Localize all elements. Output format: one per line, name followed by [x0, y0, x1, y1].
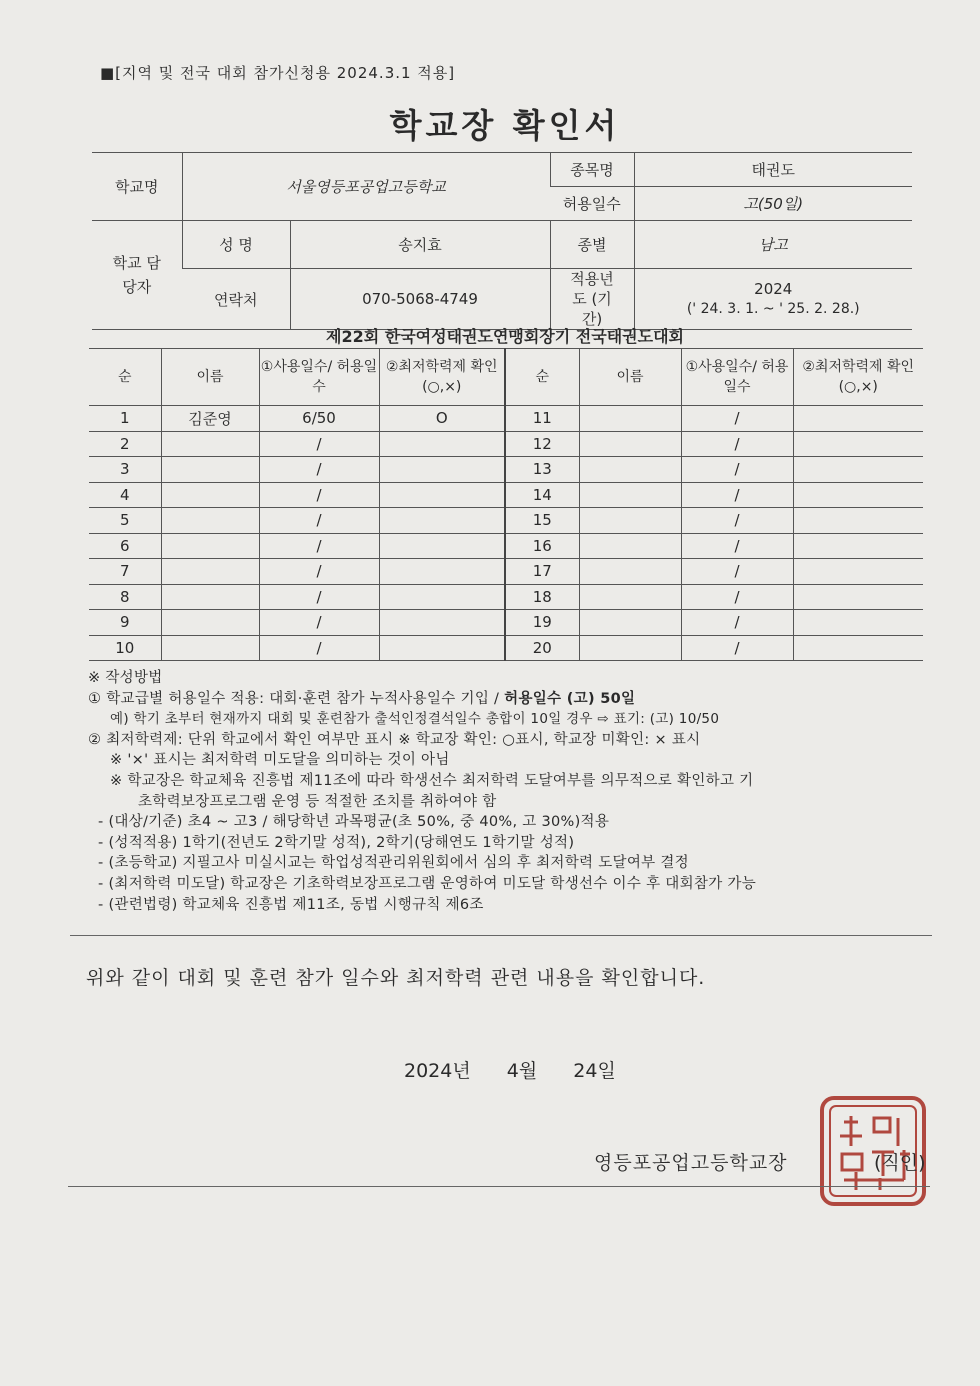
row-name-2 — [579, 584, 681, 610]
row-number-2: 20 — [505, 635, 579, 661]
row-check-2 — [793, 406, 923, 432]
table-row — [89, 406, 923, 432]
row-name — [161, 482, 259, 508]
row-check — [379, 610, 505, 636]
date-day: 24일 — [573, 1060, 616, 1082]
row-check — [379, 508, 505, 534]
row-name-2 — [579, 610, 681, 636]
row-days-2: / — [681, 431, 793, 457]
row-number: 1 — [89, 406, 161, 432]
col-days: ①사용일수/ 허용일수 — [259, 349, 379, 406]
table-row — [89, 508, 923, 534]
confirm-text: 위와 같이 대회 및 훈련 참가 일수와 최저학력 관련 내용을 확인합니다. — [86, 967, 706, 989]
row-check — [379, 559, 505, 585]
row-days-2: / — [681, 406, 793, 432]
divider-top — [70, 935, 932, 936]
row-check-2 — [793, 635, 923, 661]
school-label: 학교명 — [92, 153, 182, 221]
table-row — [89, 482, 923, 508]
table-row — [89, 559, 923, 585]
row-name — [161, 508, 259, 534]
note-2: ② 최저학력제: 단위 학교에서 확인 여부만 표시 ※ 학교장 확인: ○표시, 학교장 미확인: × 표시 — [88, 731, 701, 748]
row-name — [161, 635, 259, 661]
row-number-2: 18 — [505, 584, 579, 610]
table-row — [89, 457, 923, 483]
row-days-2: / — [681, 635, 793, 661]
row-days-2: / — [681, 508, 793, 534]
row-number: 7 — [89, 559, 161, 585]
year-value: 2024 — [754, 280, 793, 298]
seal-label: (직인) — [874, 1152, 926, 1174]
divider-bottom — [68, 1186, 930, 1187]
row-days: 6/50 — [259, 406, 379, 432]
row-name — [161, 610, 259, 636]
roster-header-row — [89, 349, 923, 406]
detail-5: - (관련법령) 학교체육 진흥법 제11조, 동법 시행규칙 제6조 — [98, 896, 484, 913]
event-value: 태권도 — [634, 153, 912, 187]
table-row — [89, 431, 923, 457]
row-check — [379, 457, 505, 483]
row-name-2 — [579, 482, 681, 508]
date-month: 4월 — [506, 1060, 538, 1082]
table-row — [89, 533, 923, 559]
table-row — [89, 635, 923, 661]
row-number-2: 14 — [505, 482, 579, 508]
detail-4: - (최저학력 미도달) 학교장은 기초학력보장프로그램 운영하여 미도달 학생선수 이수 후 대회참가 가능 — [98, 875, 757, 892]
contact-value: 070-5068-4749 — [290, 269, 550, 330]
notes-section — [88, 668, 938, 915]
col-no-2: 순 — [505, 349, 579, 406]
note-1-text: ① 학교급별 허용일수 적용: 대회·훈련 참가 누적사용일수 기입 / — [88, 690, 505, 707]
row-days-2: / — [681, 457, 793, 483]
row-check-2 — [793, 431, 923, 457]
row-name-2 — [579, 559, 681, 585]
name-label: 성 명 — [182, 221, 290, 269]
row-days-2: / — [681, 482, 793, 508]
row-number: 5 — [89, 508, 161, 534]
detail-2: - (성적적용) 1학기(전년도 2학기말 성적), 2학기(당해연도 1학기말 성적) — [98, 834, 575, 851]
detail-1: - (대상/기준) 초4 ~ 고3 / 해당학년 과목평균(초 50%, 중 40%, 고 30%)적용 — [98, 814, 610, 831]
row-days-2: / — [681, 610, 793, 636]
category-label: 종별 — [550, 221, 634, 269]
row-number: 3 — [89, 457, 161, 483]
table-row — [89, 584, 923, 610]
form-label: ■[지역 및 전국 대회 참가신청용 2024.3.1 적용] — [100, 64, 456, 82]
row-number: 2 — [89, 431, 161, 457]
row-check-2 — [793, 508, 923, 534]
row-days-2: / — [681, 559, 793, 585]
row-check-2 — [793, 457, 923, 483]
row-number-2: 11 — [505, 406, 579, 432]
row-days: / — [259, 533, 379, 559]
col-academic: ②최저학력제 확인(○,×) — [379, 349, 505, 406]
row-days: / — [259, 482, 379, 508]
row-days-2: / — [681, 533, 793, 559]
row-name — [161, 584, 259, 610]
row-days: / — [259, 635, 379, 661]
row-name-2 — [579, 406, 681, 432]
row-number: 9 — [89, 610, 161, 636]
col-no: 순 — [89, 349, 161, 406]
row-number-2: 17 — [505, 559, 579, 585]
notes-heading: ※ 작성방법 — [88, 670, 163, 686]
row-check — [379, 584, 505, 610]
row-check — [379, 533, 505, 559]
manager-label: 학교 담당자 — [92, 221, 182, 330]
row-check-2 — [793, 610, 923, 636]
allowed-days-value: 고(50일) — [634, 187, 912, 221]
category-value: 남고 — [634, 221, 912, 269]
row-name-2 — [579, 508, 681, 534]
row-name-2 — [579, 533, 681, 559]
table-row — [89, 610, 923, 636]
col-days-2: ①사용일수/ 허용일수 — [681, 349, 793, 406]
contest-title: 제22회 한국여성태권도연맹회장기 전국태권도대회 — [326, 327, 684, 346]
page-title: 학교장 확인서 — [389, 106, 621, 145]
row-name: 김준영 — [161, 406, 259, 432]
row-name — [161, 431, 259, 457]
row-check-2 — [793, 584, 923, 610]
year-cell — [634, 269, 912, 330]
row-days: / — [259, 457, 379, 483]
name-value: 송지효 — [290, 221, 550, 269]
period-value: (' 24. 3. 1. ~ ' 25. 2. 28.) — [686, 301, 860, 317]
row-check — [379, 431, 505, 457]
col-academic-2: ②최저학력제 확인(○,×) — [793, 349, 923, 406]
detail-3: - (초등학교) 지필고사 미실시교는 학업성적관리위원회에서 심의 후 최저학력 도달여부 결정 — [98, 855, 689, 872]
row-number-2: 12 — [505, 431, 579, 457]
date-line — [404, 1056, 646, 1083]
row-check-2 — [793, 482, 923, 508]
roster-table — [89, 348, 923, 661]
note-1-bold: 허용일수 (고) 50일 — [504, 690, 636, 707]
row-check-2 — [793, 533, 923, 559]
row-days: / — [259, 559, 379, 585]
row-name-2 — [579, 457, 681, 483]
row-days: / — [259, 584, 379, 610]
note-1-example: 예) 학기 초부터 현재까지 대회 및 훈련참가 출석인정결석일수 총합이 10일 경우 ⇨ 표기: (고) 10/50 — [110, 711, 720, 728]
row-number: 10 — [89, 635, 161, 661]
row-name — [161, 533, 259, 559]
note-3: ※ '×' 표시는 최저학력 미도달을 의미하는 것이 아님 — [110, 752, 450, 769]
row-name — [161, 457, 259, 483]
row-name — [161, 559, 259, 585]
note-4a: ※ 학교장은 학교체육 진흥법 제11조에 따라 학생선수 최저학력 도달여부를 의무적으로 확인하고 기 — [110, 772, 754, 789]
col-name: 이름 — [161, 349, 259, 406]
row-days-2: / — [681, 584, 793, 610]
row-check-2 — [793, 559, 923, 585]
row-number: 6 — [89, 533, 161, 559]
row-number-2: 19 — [505, 610, 579, 636]
row-number: 8 — [89, 584, 161, 610]
date-year: 2024년 — [404, 1060, 471, 1082]
signer-name: 영등포공업고등학교장 — [594, 1152, 788, 1174]
allowed-days-label: 허용일수 — [550, 187, 634, 221]
year-label: 적용년도 (기간) — [550, 269, 634, 330]
row-number-2: 15 — [505, 508, 579, 534]
contact-label: 연락처 — [182, 269, 290, 330]
row-name-2 — [579, 431, 681, 457]
school-value: 서울영등포공업고등학교 — [182, 153, 550, 221]
row-number: 4 — [89, 482, 161, 508]
row-check: O — [379, 406, 505, 432]
info-table — [92, 152, 912, 330]
col-name-2: 이름 — [579, 349, 681, 406]
row-check — [379, 635, 505, 661]
row-name-2 — [579, 635, 681, 661]
note-4b: 초학력보장프로그램 운영 등 적절한 조치를 취하여야 함 — [138, 793, 497, 810]
row-days: / — [259, 610, 379, 636]
row-check — [379, 482, 505, 508]
row-days: / — [259, 431, 379, 457]
note-1 — [88, 689, 938, 710]
row-days: / — [259, 508, 379, 534]
row-number-2: 16 — [505, 533, 579, 559]
row-number-2: 13 — [505, 457, 579, 483]
event-label: 종목명 — [550, 153, 634, 187]
